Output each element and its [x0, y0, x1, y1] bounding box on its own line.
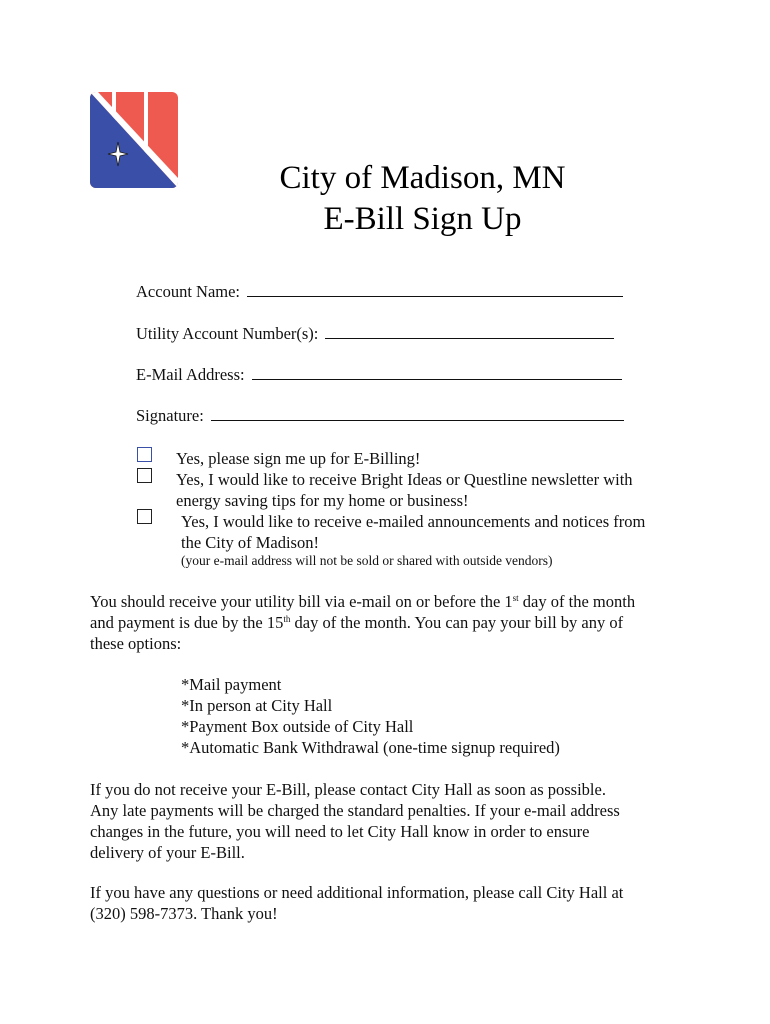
announcements-option-label-2: the City of Madison! [181, 533, 319, 552]
account-name-input[interactable] [247, 281, 623, 297]
billing-info-paragraph [90, 591, 690, 654]
list-item: *Automatic Bank Withdrawal (one-time signup required) [181, 738, 560, 757]
list-item: *In person at City Hall [181, 696, 333, 715]
notice-line-1: If you do not receive your E-Bill, please contact City Hall as soon as possible. [90, 780, 606, 799]
newsletter-checkbox[interactable] [137, 468, 152, 483]
announcements-checkbox[interactable] [137, 509, 152, 524]
utility-account-label: Utility Account Number(s): [136, 324, 319, 343]
contact-line-1: If you have any questions or need additional information, please call City Hall at [90, 883, 624, 902]
billing-info-line-2: and payment is due by the 15th day of the month. You can pay your bill by any of [90, 613, 624, 632]
notice-line-3: changes in the future, you will need to let City Hall know in order to ensure [90, 822, 590, 841]
email-field [136, 364, 622, 385]
newsletter-option-label-1: Yes, I would like to receive Bright Ideas or Questline newsletter with [176, 470, 633, 489]
notice-line-2: Any late payments will be charged the standard penalties. If your e-mail address [90, 801, 620, 820]
email-label: E-Mail Address: [136, 365, 245, 384]
account-name-field [136, 281, 623, 302]
contact-paragraph [90, 882, 690, 924]
contact-line-2: (320) 598-7373. Thank you! [90, 904, 278, 923]
billing-info-line-1: You should receive your utility bill via e-mail on or before the 1st day of the month [90, 592, 636, 611]
email-input[interactable] [252, 364, 622, 380]
billing-info-line-3: these options: [90, 634, 182, 653]
page-subtitle: E-Bill Sign Up [323, 201, 522, 237]
account-name-label: Account Name: [136, 282, 241, 301]
signature-label: Signature: [136, 406, 204, 425]
signature-field [136, 405, 624, 426]
signature-input[interactable] [211, 405, 624, 421]
payment-options-list [181, 674, 560, 758]
newsletter-option-label-2: energy saving tips for my home or business! [176, 491, 469, 510]
notice-line-4: delivery of your E-Bill. [90, 843, 245, 862]
utility-account-field [136, 323, 614, 344]
notice-paragraph [90, 779, 690, 863]
page-title: City of Madison, MN [279, 160, 566, 196]
list-item: *Payment Box outside of City Hall [181, 717, 414, 736]
privacy-note: (your e-mail address will not be sold or shared with outside vendors) [181, 553, 553, 568]
announcements-option-label-1: Yes, I would like to receive e-mailed announcements and notices from [181, 512, 646, 531]
city-logo [90, 92, 178, 188]
list-item: *Mail payment [181, 675, 282, 694]
utility-account-input[interactable] [325, 323, 614, 339]
ebilling-option-label: Yes, please sign me up for E-Billing! [176, 449, 421, 468]
ebilling-checkbox[interactable] [137, 447, 152, 462]
